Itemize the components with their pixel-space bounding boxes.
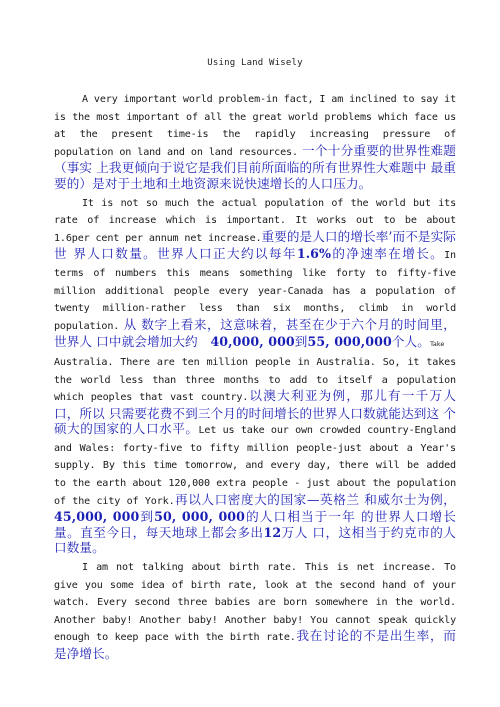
paragraph-3 bbox=[54, 558, 456, 662]
paragraph-2-chinese-d-bold-2: 50, 000, 000 bbox=[154, 509, 246, 525]
paragraph-2-english-a: It is not so much the actual population of the world but its rate of increase which is important. It works out to be about 1.6per cent per annum net increase. bbox=[54, 197, 456, 244]
paragraph-2-chinese-d-1: 再以人口密度大的国家—英格兰 和威尔士为例， bbox=[174, 491, 457, 507]
paragraph-2-english-b: In terms of numbers this means something like forty to fifty-five million additional people every year-Canada has a population of twenty million-rather less than six months, climb in world population. bbox=[54, 250, 456, 332]
paragraph-2-chinese-a-end: 的净速率在增长。 bbox=[331, 246, 445, 262]
paragraph-2-chinese-d-bold-3: 12 bbox=[263, 524, 282, 540]
paragraph-2-chinese-c: 以澳大利亚为例，那儿有一千万人口，所以 只需要花费不到三个月的时间增长的世界人口数就能达到这 个硕大的国家的人口水平。 bbox=[54, 388, 456, 437]
paragraph-2-english-c: Australia. There are ten million people in Australia. So, it takes the world less than three months to add to itself a population which peoples that vast country. bbox=[54, 356, 456, 404]
paragraph-2-chinese-d-3: 的人口相当于一年 的世界人口增长量。直至今日，每天地球上都会多出 bbox=[54, 509, 456, 540]
paragraph-2-take-word: Take bbox=[429, 340, 445, 349]
paragraph-2-chinese-b-bold-1: 40,000, 000 bbox=[210, 334, 295, 350]
paragraph-2 bbox=[54, 194, 456, 556]
paragraph-2-chinese-b-end: 个人。 bbox=[391, 334, 430, 350]
document-title: Using Land Wisely bbox=[207, 58, 303, 68]
paragraph-3-chinese: 我在讨论的不是出生率，而是净增长。 bbox=[54, 628, 456, 661]
paragraph-2-chinese-d-4: 万人 口，这相当于约克市的人口数量。 bbox=[54, 524, 457, 556]
paragraph-1-chinese: 一个十分重要的世界性难题（事实 上我更倾向于说它是我们目前所面临的所有世界性大难题中 最重要的）是对于土地和土地资源来说快速增长的人口压力。 bbox=[54, 142, 456, 191]
paragraph-2-chinese-d-bold-1: 45,000, 000 bbox=[54, 509, 140, 525]
paragraph-2-chinese-a-text: 重要的是人口的增长率’而不是实际世 界人口数量。世界人口正大约以每年 bbox=[54, 228, 456, 262]
paragraph-2-chinese-b-mid: 到 bbox=[294, 334, 308, 350]
paragraph-3-english: I am not talking about birth rate. This is net increase. To give you some idea of birth rate, look at the second hand of your watch. Every second three babies are born somewhere in the world. Another baby! Another baby! Another baby! You cannot speak quickly enough to keep pace with the birth rate. bbox=[54, 562, 456, 644]
paragraph-2-chinese-b-text: 从 数字上看来，这意味着，甚至在少于六个月的时间里，世界人 口中就会增加大约 bbox=[54, 316, 456, 350]
paragraph-2-chinese-a-bold: 1.6% bbox=[296, 246, 332, 262]
paragraph-2-chinese-d-2: 到 bbox=[139, 509, 155, 525]
paragraph-1 bbox=[54, 90, 456, 192]
paragraph-1-english: A very important world problem-in fact, I am inclined to say it is the most important of all the great world problems which face us at the present time-is the rapidly increasing pressure of population on land and on land resources. bbox=[54, 94, 456, 158]
paragraph-2-chinese-b-bold-2: 55, 000,000 bbox=[307, 334, 392, 350]
paragraph-2-english-d: Let us take our own crowded country-England and Wales: forty-five to fifty million people-just about a Year's supply. By this time tomorrow, and every day, there will be added to the earth about 120,000 extra people - just about the population of the city of York. bbox=[54, 425, 456, 507]
